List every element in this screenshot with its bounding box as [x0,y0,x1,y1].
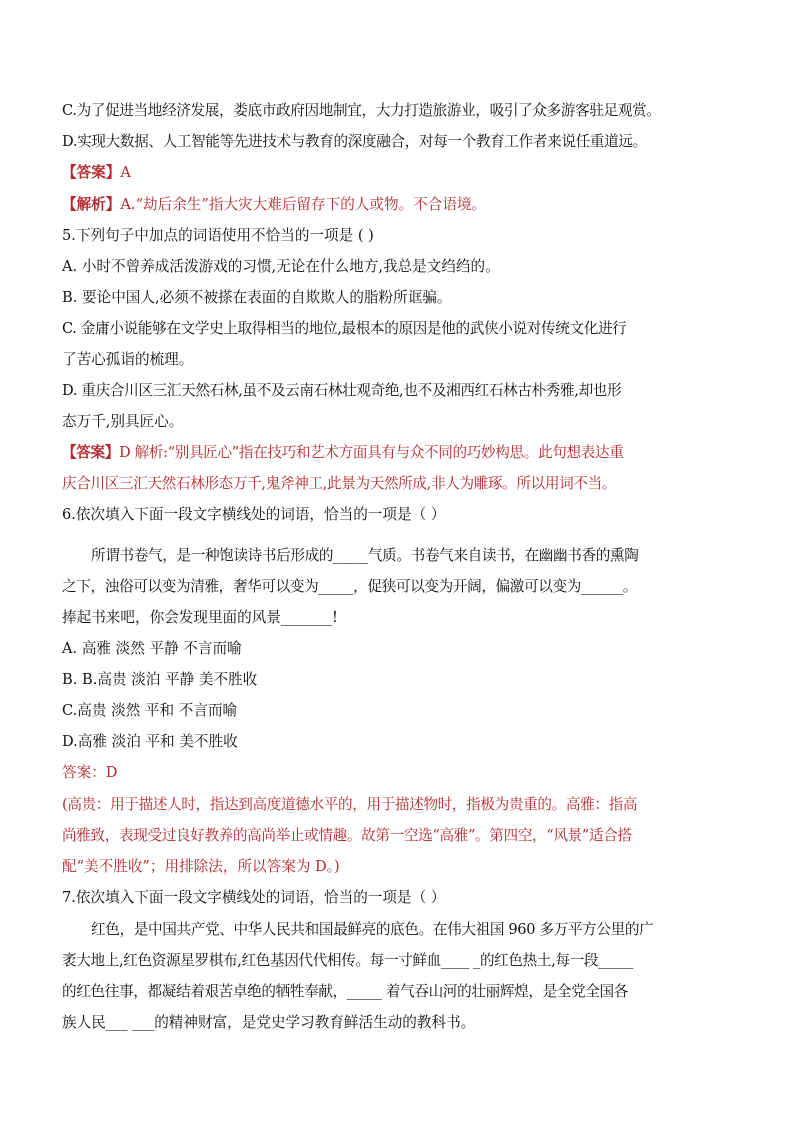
explanation-q6-line3: 配“美不胜收”；用排除法，所以答案为 D。) [62,858,340,875]
explanation-q6-line1: (高贵：用于描述人时，指达到高度道德水平的，用于描述物时，指极为贵重的。高雅：指高 [62,796,638,813]
explanation-q5-line2: 庆合川区三汇天然石林形态万千,鬼斧神工,此景为天然所成,非人为雕琢。所以用词不当。 [62,475,617,492]
passage-q7-line1: 红色，是中国共产党、中华人民共和国最鲜亮的底色。在伟大祖国 960 多万平方公里的广 [91,921,654,938]
explanation-text: A.“劫后余生”指大灾大难后留存下的人或物。不合语境。 [120,196,487,213]
passage-q7-line2: 袤大地上,红色资源星罗棋布,红色基因代代相传。每一寸鲜血____ _的红色热土,每一段_____ [62,952,633,969]
passage-q6-line2: 之下，浊俗可以变为清雅，奢华可以变为_____，促狭可以变为开阔，偏激可以变为______。 [62,578,637,595]
option-b-q6: B. B.高贵 淡泊 平静 美不胜收 [62,671,258,688]
option-c-q5-line1: C. 金庸小说能够在文学史上取得相当的地位,最根本的原因是他的武侠小说对传统文化进行 [62,320,627,337]
explanation-q4 [62,195,486,215]
option-a-q5: A. 小时不曾养成活泼游戏的习惯,无论在什么地方,我总是文绉绉的。 [62,258,500,275]
answer-q6: 答案：D [62,764,118,781]
explanation-label: 【解析】 [62,196,121,213]
passage-q6-line3: 捧起书来吧，你会发现里面的风景_______! [62,609,338,626]
option-c-q4: C.为了促进当地经济发展，娄底市政府因地制宜，大力打造旅游业，吸引了众多游客驻足观赏。 [62,102,661,119]
answer-explanation-q5 [62,443,623,463]
answer-label: 【答案】 [62,444,119,461]
question-5: 5.下列句子中加点的词语使用不恰当的一项是 ( ) [62,227,374,244]
explanation-q6-line2: 尚雅致，表现受过良好教养的高尚举止或情趣。故第一空选“高雅”。第四空，“风景”适合搭 [62,827,632,844]
passage-q7-line3: 的红色往事，都凝结着艰苦卓绝的牺牲奉献，_____ 着气吞山河的壮丽辉煌，是全党全国各 [62,983,629,1000]
answer-value: D [118,444,135,461]
option-d-q6: D.高雅 淡泊 平和 美不胜收 [62,733,238,750]
answer-value: A [120,164,131,181]
option-c-q5-line2: 了苦心孤诣的梳理。 [62,351,194,368]
explanation-text: 解析:“别具匠心”指在技巧和艺术方面具有与众不同的巧妙构思。此句想表达重 [134,444,624,461]
passage-q7-line4: 族人民___ ___的精神财富，是党史学习教育鲜活生动的教科书。 [62,1014,476,1031]
option-b-q5: B. 要论中国人,必须不被搽在表面的自欺欺人的脂粉所诓骗。 [62,289,452,306]
option-c-q6: C.高贵 淡然 平和 不言而喻 [62,702,238,719]
option-a-q6: A. 高雅 淡然 平静 不言而喻 [62,640,242,657]
question-6: 6.依次填入下面一段文字横线处的词语，恰当的一项是（ ） [62,506,446,523]
option-d-q5-line2: 态万千,别具匠心。 [62,413,184,430]
option-d-q4: D.实现大数据、人工智能等先进技术与教育的深度融合，对每一个教育工作者来说任重道远。 [62,133,647,150]
answer-q4 [62,163,131,183]
question-7: 7.依次填入下面一段文字横线处的词语，恰当的一项是（ ） [62,889,446,906]
answer-label: 【答案】 [62,164,121,181]
passage-q6-line1: 所谓书卷气，是一种饱读诗书后形成的_____气质。书卷气来自读书，在幽幽书香的熏陶 [91,547,639,564]
option-d-q5-line1: D. 重庆合川区三汇天然石林,虽不及云南石林壮观奇绝,也不及湘西红石林古朴秀雅,却也形 [62,382,622,399]
